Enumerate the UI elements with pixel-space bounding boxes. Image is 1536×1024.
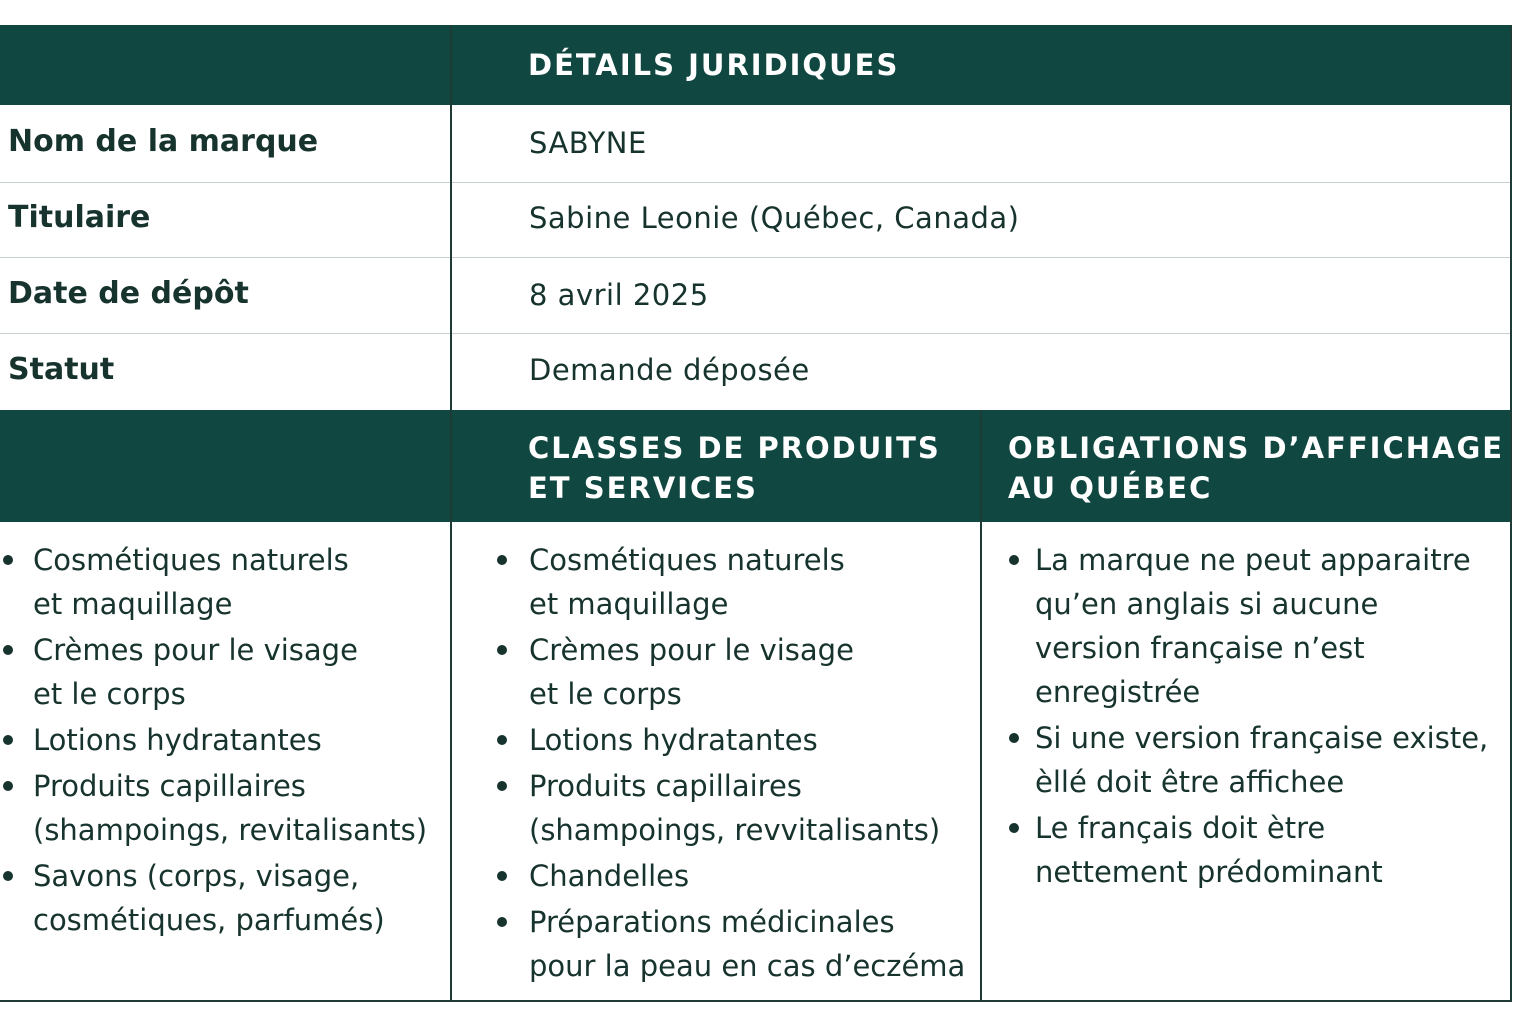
details-column-divider	[450, 25, 452, 410]
row-divider	[0, 257, 1512, 258]
lower-column-divider-2	[980, 410, 982, 1002]
obligations-header-line1: OBLIGATIONS D’AFFICHAGE	[1008, 431, 1505, 465]
list-item: Savons (corps, visage, cosmétiques, parfumés)	[33, 854, 443, 942]
bullet-icon	[1009, 733, 1019, 743]
obligations-header-title	[990, 428, 1504, 508]
row-label-filing-date: Date de dépôt	[8, 276, 249, 311]
bullet-icon	[3, 781, 13, 791]
legal-details-header-bar	[0, 25, 1512, 105]
row-value-filing-date: 8 avril 2025	[529, 278, 709, 312]
bullet-icon	[497, 871, 507, 881]
list-item: Lotions hydratantes	[529, 718, 969, 762]
row-value-brand-name: SABYNE	[529, 126, 647, 160]
classes-header-line1: CLASSES DE PRODUITS	[528, 431, 941, 465]
classes-header-title	[510, 428, 941, 508]
list-item: Si une version française existe, èllé doit être affichee	[1035, 716, 1505, 804]
row-label-status: Statut	[8, 352, 115, 387]
list-item: Chandelles	[529, 854, 969, 898]
bullet-icon	[3, 735, 13, 745]
bullet-icon	[497, 555, 507, 565]
list-item: La marque ne peut apparaitre qu’en anglais si aucune version française n’est enregistrée	[1035, 538, 1505, 714]
bullet-icon	[497, 781, 507, 791]
row-label-brand-name: Nom de la marque	[8, 124, 319, 159]
left-products-list	[33, 538, 443, 944]
bullet-icon	[1009, 555, 1019, 565]
legal-details-header-title: DÉTAILS JURIDIQUES	[528, 48, 900, 82]
lower-right-border	[1510, 410, 1512, 1002]
row-divider	[0, 333, 1512, 334]
details-right-border	[1510, 25, 1512, 410]
row-divider	[0, 182, 1512, 183]
list-item: Crèmes pour le visage et le corps	[529, 628, 969, 716]
bullet-icon	[3, 645, 13, 655]
bullet-icon	[497, 917, 507, 927]
lower-column-divider-1	[450, 410, 452, 1002]
obligations-header-line2: AU QUÉBEC	[1008, 471, 1213, 505]
bullet-icon	[1009, 823, 1019, 833]
classes-list	[529, 538, 969, 990]
row-label-holder: Titulaire	[8, 200, 151, 235]
list-item: Crèmes pour le visage et le corps	[33, 628, 443, 716]
obligations-list	[1035, 538, 1505, 896]
list-item: Cosmétiques naturels et maquillage	[529, 538, 969, 626]
list-item: Produits capillaires (shampoings, revitalisants)	[33, 764, 443, 852]
list-item: Lotions hydratantes	[33, 718, 443, 762]
bullet-icon	[3, 555, 13, 565]
row-value-status: Demande déposée	[529, 353, 810, 387]
list-item: Cosmétiques naturels et maquillage	[33, 538, 443, 626]
table-bottom-border	[0, 1000, 1512, 1002]
row-value-holder: Sabine Leonie (Québec, Canada)	[529, 201, 1020, 235]
list-item: Préparations médicinales pour la peau en cas d’eczéma	[529, 900, 969, 988]
list-item: Le français doit ètre nettement prédominant	[1035, 806, 1505, 894]
bullet-icon	[3, 871, 13, 881]
bullet-icon	[497, 735, 507, 745]
section-header-bar	[0, 410, 1512, 522]
list-item: Produits capillaires (shampoings, revvitalisants)	[529, 764, 969, 852]
bullet-icon	[497, 645, 507, 655]
classes-header-line2: ET SERVICES	[528, 471, 758, 505]
